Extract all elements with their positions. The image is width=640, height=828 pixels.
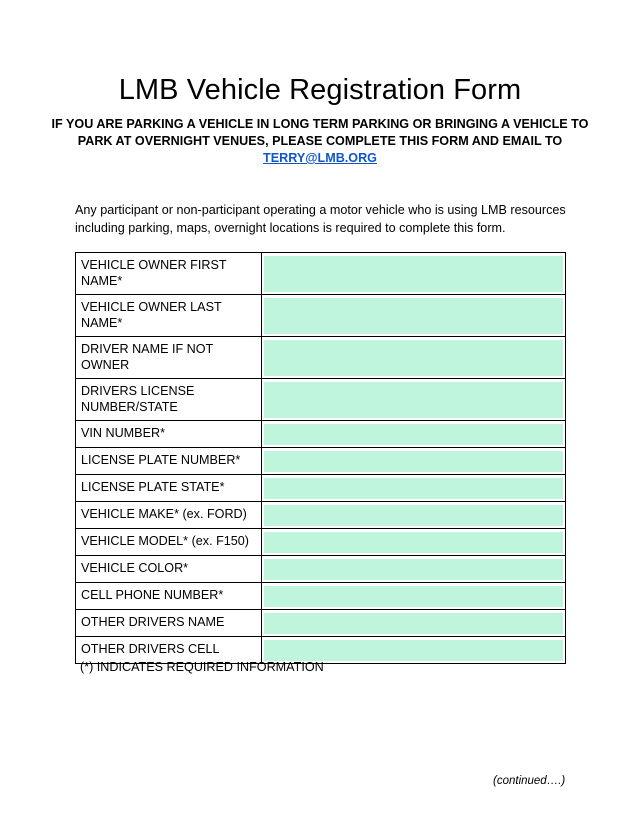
form-row-cell-phone <box>76 583 566 610</box>
form-row-vehicle-make <box>76 502 566 529</box>
email-link[interactable]: TERRY@LMB.ORG <box>263 151 377 165</box>
cell-phone-input[interactable] <box>264 586 563 607</box>
form-row-other-drivers-name <box>76 610 566 637</box>
vehicle-color-input[interactable] <box>264 559 563 580</box>
field-label: VEHICLE OWNER FIRST NAME* <box>76 253 262 295</box>
field-label: DRIVERS LICENSE NUMBER/STATE <box>76 379 262 421</box>
field-label: VEHICLE MAKE* (ex. FORD) <box>76 502 262 529</box>
form-row-vehicle-color <box>76 556 566 583</box>
other-drivers-name-input[interactable] <box>264 613 563 634</box>
field-label: VIN NUMBER* <box>76 421 262 448</box>
form-row-driver-name <box>76 337 566 379</box>
form-row-license-plate-number <box>76 448 566 475</box>
required-info-note: (*) INDICATES REQUIRED INFORMATION <box>80 660 324 674</box>
license-plate-state-input[interactable] <box>264 478 563 499</box>
continued-note: (continued….) <box>493 775 566 787</box>
vin-number-input[interactable] <box>264 424 563 445</box>
form-row-vin-number <box>76 421 566 448</box>
form-row-license-plate-state <box>76 475 566 502</box>
driver-name-input[interactable] <box>264 340 563 376</box>
field-label: VEHICLE COLOR* <box>76 556 262 583</box>
field-label: OTHER DRIVERS CELL <box>76 637 262 664</box>
other-drivers-cell-input[interactable] <box>264 640 563 661</box>
form-row-owner-first-name <box>76 253 566 295</box>
drivers-license-input[interactable] <box>264 382 563 418</box>
vehicle-model-input[interactable] <box>264 532 563 553</box>
field-label: CELL PHONE NUMBER* <box>76 583 262 610</box>
field-label: OTHER DRIVERS NAME <box>76 610 262 637</box>
field-label: DRIVER NAME IF NOT OWNER <box>76 337 262 379</box>
field-label: LICENSE PLATE STATE* <box>76 475 262 502</box>
form-row-owner-last-name <box>76 295 566 337</box>
intro-paragraph: Any participant or non-participant operating a motor vehicle who is using LMB resources including parking, maps, overnight locations is required to complete this form. <box>75 203 566 235</box>
field-label: VEHICLE OWNER LAST NAME* <box>76 295 262 337</box>
form-row-vehicle-model <box>76 529 566 556</box>
field-label: LICENSE PLATE NUMBER* <box>76 448 262 475</box>
owner-last-name-input[interactable] <box>264 298 563 334</box>
field-label: VEHICLE MODEL* (ex. F150) <box>76 529 262 556</box>
vehicle-make-input[interactable] <box>264 505 563 526</box>
instructions-heading: IF YOU ARE PARKING A VEHICLE IN LONG TERM PARKING OR BRINGING A VEHICLE TO PARK AT OVERNIGHT VENUES, PLEASE COMPLETE THIS FORM AND EMAIL TO <box>51 117 589 148</box>
page-title: LMB Vehicle Registration Form <box>118 74 522 106</box>
registration-form-table <box>75 252 566 664</box>
owner-first-name-input[interactable] <box>264 256 563 292</box>
email-line <box>0 151 640 165</box>
license-plate-number-input[interactable] <box>264 451 563 472</box>
form-row-drivers-license <box>76 379 566 421</box>
